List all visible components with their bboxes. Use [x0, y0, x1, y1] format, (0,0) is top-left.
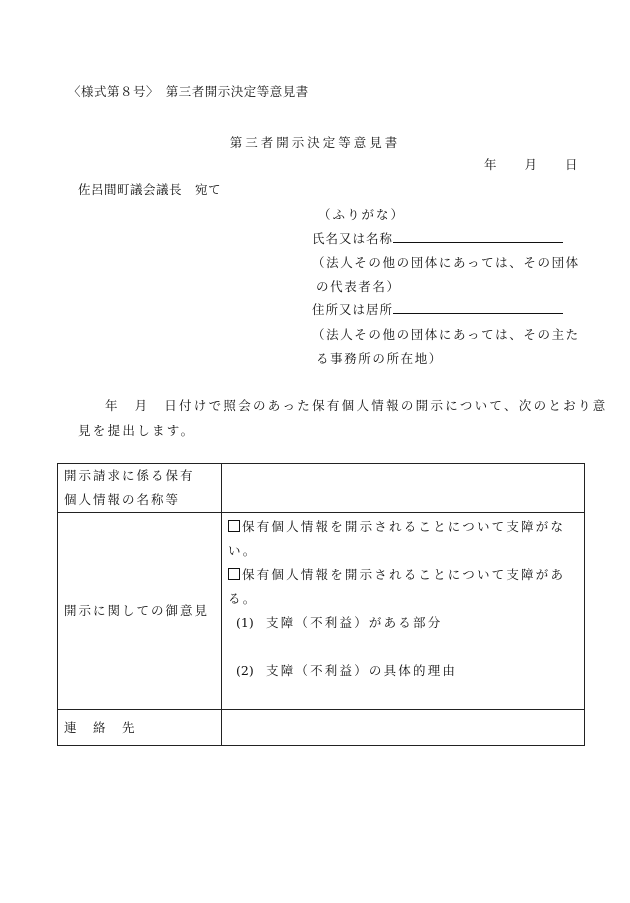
date-line: [484, 155, 578, 173]
info-name-label-cell: [58, 464, 222, 513]
sub-item-2-number: (2): [236, 663, 254, 678]
address-note-line-2: る事務所の所在地）: [316, 351, 443, 366]
addressee: 佐呂間町議会議長 宛て: [78, 182, 222, 197]
option-issue[interactable]: [222, 563, 584, 606]
option-no-issue[interactable]: [222, 515, 584, 558]
address-note-line-1: （法人その他の団体にあっては、その主た: [312, 327, 580, 342]
name-field: [312, 229, 563, 247]
table-row: [58, 513, 585, 710]
name-label: 氏名又は名称: [312, 231, 394, 246]
sub-item-2: [222, 659, 584, 683]
opinion-table: [57, 463, 585, 746]
body-text-line-1: 年 月 日付けで照会のあった保有個人情報の開示について、次のとおり意: [105, 398, 608, 413]
table-row: [58, 464, 585, 513]
sub-item-1-text: 支障（不利益）がある部分: [266, 615, 443, 630]
checkbox-icon[interactable]: [228, 520, 240, 532]
body-text-line-2: 見を提出します。: [78, 423, 196, 438]
address-field: [312, 300, 563, 318]
name-underline: [393, 230, 563, 243]
furigana-label: （ふりがな）: [318, 207, 406, 222]
sub-item-2-text: 支障（不利益）の具体的理由: [266, 663, 458, 678]
date-year: 年: [484, 157, 497, 172]
option-issue-label: 保有個人情報を開示されることについて支障がある。: [228, 567, 566, 606]
form-code: 〈様式第８号〉 第三者開示決定等意見書: [68, 84, 309, 99]
address-label: 住所又は居所: [312, 302, 394, 317]
name-note-line-1: （法人その他の団体にあっては、その団体: [312, 255, 580, 270]
option-no-issue-label: 保有個人情報を開示されることについて支障がない。: [228, 519, 566, 558]
contact-label: 連 絡 先: [58, 710, 222, 746]
date-day: 日: [565, 157, 578, 172]
name-note-line-2: の代表者名）: [316, 279, 401, 294]
opinion-cell: [222, 513, 585, 710]
sub-item-1: [222, 611, 584, 635]
document-title: 第三者開示決定等意見書: [229, 135, 401, 150]
contact-value-cell[interactable]: [222, 710, 585, 746]
opinion-label: 開示に関しての御意見: [58, 513, 222, 710]
info-name-value-cell[interactable]: [222, 464, 585, 513]
table-row: [58, 710, 585, 746]
info-name-label: 開示請求に係る保有個人情報の名称等: [64, 468, 195, 507]
sub-item-1-number: (1): [236, 615, 254, 630]
date-month: 月: [524, 157, 538, 172]
address-underline: [393, 301, 563, 314]
checkbox-icon[interactable]: [228, 568, 240, 580]
